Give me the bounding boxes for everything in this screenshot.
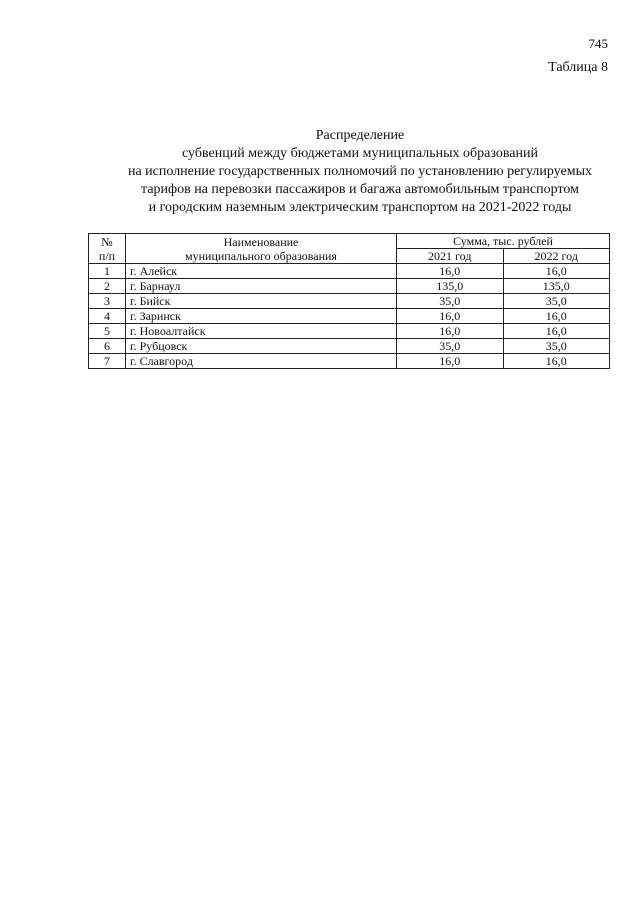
row-value-2022: 16,0 bbox=[503, 354, 610, 369]
row-value-2022: 35,0 bbox=[503, 339, 610, 354]
row-number: 5 bbox=[89, 324, 126, 339]
row-name: г. Славгород bbox=[126, 354, 397, 369]
row-value-2022: 16,0 bbox=[503, 309, 610, 324]
row-number: 4 bbox=[89, 309, 126, 324]
row-name: г. Заринск bbox=[126, 309, 397, 324]
header-sum: Сумма, тыс. рублей bbox=[397, 234, 610, 249]
header-name-line2: муниципального образования bbox=[185, 248, 337, 263]
table-row bbox=[89, 354, 610, 369]
table-header-row bbox=[89, 234, 610, 249]
header-num-line1: № bbox=[101, 234, 113, 249]
row-name: г. Алейск bbox=[126, 264, 397, 279]
header-2021: 2021 год bbox=[397, 249, 504, 264]
header-num-line2: п/п bbox=[98, 248, 116, 263]
document-heading bbox=[90, 127, 630, 217]
heading-line: Распределение bbox=[315, 128, 405, 143]
row-value-2021: 16,0 bbox=[397, 309, 504, 324]
table-row bbox=[89, 264, 610, 279]
row-value-2021: 16,0 bbox=[397, 324, 504, 339]
row-value-2021: 16,0 bbox=[397, 354, 504, 369]
row-value-2021: 35,0 bbox=[397, 294, 504, 309]
table-label: Таблица 8 bbox=[548, 60, 608, 75]
row-name: г. Бийск bbox=[126, 294, 397, 309]
row-name: г. Рубцовск bbox=[126, 339, 397, 354]
row-value-2022: 35,0 bbox=[503, 294, 610, 309]
page-number: 745 bbox=[588, 36, 608, 51]
header-num bbox=[89, 234, 126, 264]
row-value-2021: 16,0 bbox=[397, 264, 504, 279]
row-number: 6 bbox=[89, 339, 126, 354]
heading-line: и городским наземным электрическим транспортом на 2021-2022 годы bbox=[148, 200, 572, 215]
table-row bbox=[89, 294, 610, 309]
row-value-2021: 135,0 bbox=[397, 279, 504, 294]
table-row bbox=[89, 279, 610, 294]
header-2022: 2022 год bbox=[503, 249, 610, 264]
distribution-table bbox=[88, 233, 610, 369]
header-name-line1: Наименование bbox=[223, 234, 299, 249]
row-value-2022: 16,0 bbox=[503, 324, 610, 339]
table-body bbox=[89, 264, 610, 369]
table-row bbox=[89, 309, 610, 324]
heading-line: тарифов на перевозки пассажиров и багажа автомобильным транспортом bbox=[141, 182, 579, 197]
row-name: г. Барнаул bbox=[126, 279, 397, 294]
heading-line: на исполнение государственных полномочий по установлению регулируемых bbox=[127, 164, 593, 179]
row-number: 1 bbox=[89, 264, 126, 279]
table-row bbox=[89, 339, 610, 354]
row-value-2022: 16,0 bbox=[503, 264, 610, 279]
row-value-2022: 135,0 bbox=[503, 279, 610, 294]
row-value-2021: 35,0 bbox=[397, 339, 504, 354]
table-row bbox=[89, 324, 610, 339]
heading-line: субвенций между бюджетами муниципальных образований bbox=[182, 146, 538, 161]
header-name bbox=[126, 234, 397, 264]
row-number: 7 bbox=[89, 354, 126, 369]
row-number: 2 bbox=[89, 279, 126, 294]
row-number: 3 bbox=[89, 294, 126, 309]
row-name: г. Новоалтайск bbox=[126, 324, 397, 339]
